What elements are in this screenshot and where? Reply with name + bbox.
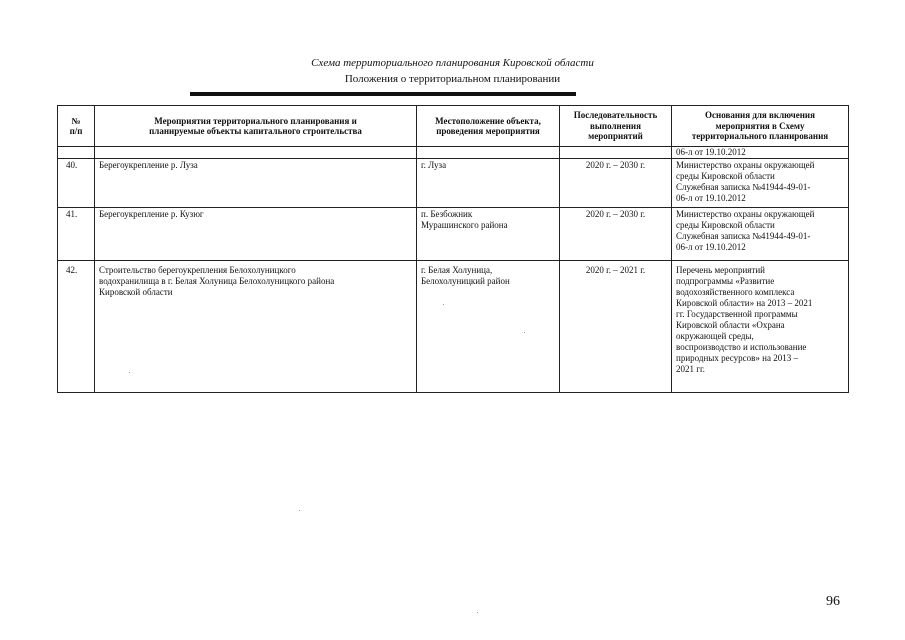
column-header-basis: Основания для включения мероприятия в Схему территориального планирования	[672, 106, 849, 147]
scan-speck	[477, 612, 478, 613]
table-row	[58, 208, 849, 261]
table-row	[58, 159, 849, 208]
row-location: г. Луза	[417, 159, 560, 208]
column-header-period: Последовательность выполнения мероприятий	[560, 106, 672, 147]
scan-speck	[129, 372, 130, 373]
row-basis: Министерство охраны окружающей среды Кировской области Служебная записка №41944-49-01- 06-л от 19.10.2012	[672, 159, 849, 208]
continuation-row	[58, 147, 849, 159]
row-basis: Перечень мероприятий подпрограммы «Развитие водохозяйственного комплекса Кировской области» на 2013 – 2021 гг. Государственной программы Кировской области «Охрана окружающей среды, воспроизводство и использование природных ресурсов» на 2013 – 2021 гг.	[672, 261, 849, 393]
page-number: 96	[826, 594, 840, 609]
measures-table	[57, 105, 849, 393]
scan-speck	[443, 304, 444, 305]
column-header-number: № п/п	[58, 106, 95, 147]
row-basis: Министерство охраны окружающей среды Кировской области Служебная записка №41944-49-01- 06-л от 19.10.2012	[672, 208, 849, 261]
row-number: 42.	[58, 261, 95, 393]
table-row	[58, 261, 849, 393]
row-location: г. Белая Холуница, Белохолуницкий район	[417, 261, 560, 393]
scan-speck	[299, 510, 300, 511]
row-number: 41.	[58, 208, 95, 261]
row-measure: Берегоукрепление р. Луза	[95, 159, 417, 208]
continuation-text: 06-л от 19.10.2012	[672, 147, 849, 159]
row-measure: Строительство берегоукрепления Белохолуницкого водохранилища в г. Белая Холуница Белохолуницкого района Кировской области	[95, 261, 417, 393]
table-header-row	[58, 106, 849, 147]
document-section-title: Положения о территориальном планировании	[344, 73, 561, 85]
column-header-measures: Мероприятия территориального планирования и планируемые объекты капитального строительства	[95, 106, 417, 147]
row-period: 2020 г. – 2030 г.	[560, 208, 672, 261]
scan-speck	[524, 332, 525, 333]
row-period: 2020 г. – 2030 г.	[560, 159, 672, 208]
row-period: 2020 г. – 2021 г.	[560, 261, 672, 393]
document-series-title: Схема территориального планирования Кировской области	[311, 57, 594, 69]
row-location: п. Безбожник Мурашинского района	[417, 208, 560, 261]
row-measure: Берегоукрепление р. Кузюг	[95, 208, 417, 261]
row-number: 40.	[58, 159, 95, 208]
header-rule	[190, 92, 576, 96]
column-header-location: Местоположение объекта, проведения мероприятия	[417, 106, 560, 147]
